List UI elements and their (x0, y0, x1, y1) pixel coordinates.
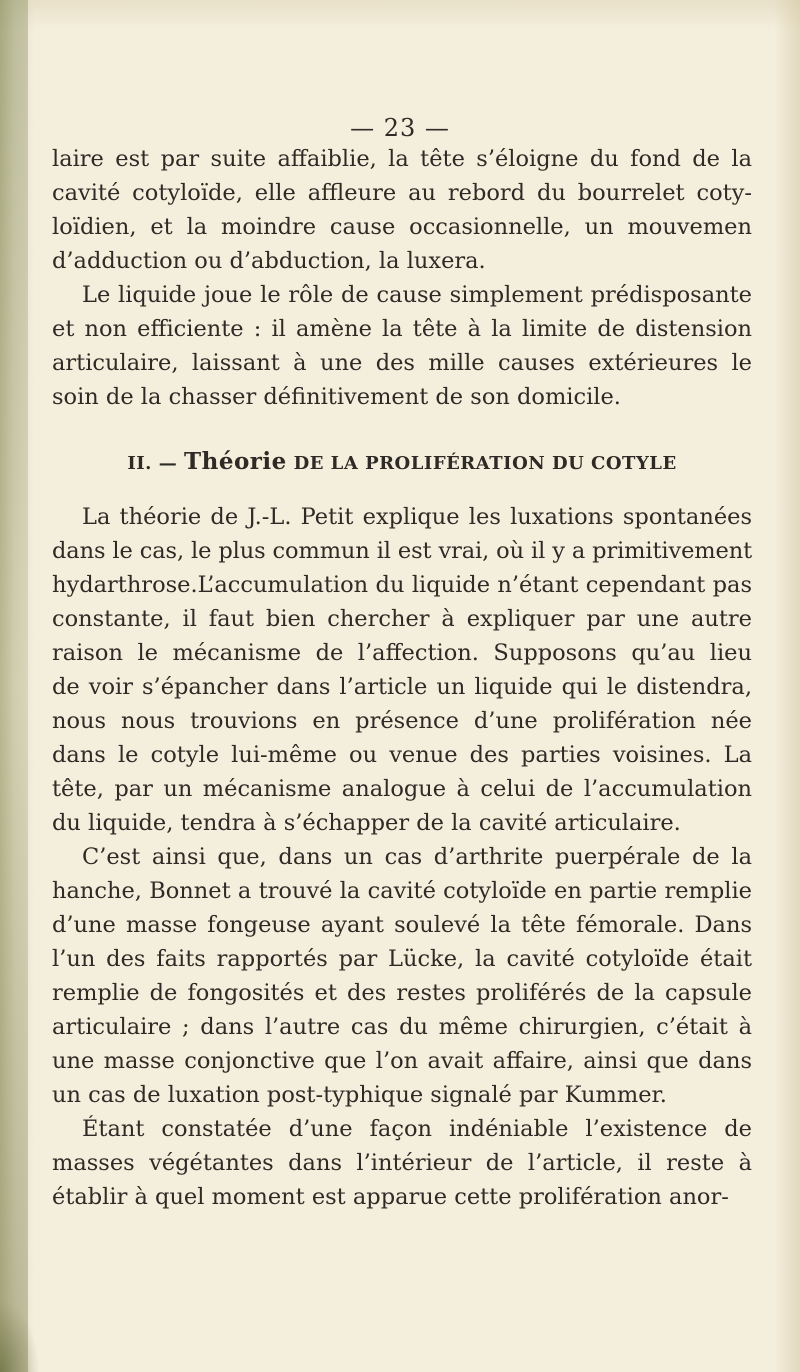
text-line: de voir s’épancher dans l’article un liquide qui le distendra, (52, 674, 752, 700)
text-line: constante, il faut bien chercher à expliquer par une autre (52, 606, 752, 632)
text-line: tête, par un mécanisme analogue à celui de l’accumulation (52, 776, 752, 802)
text-line: Étant constatée d’une façon indéniable l’existence de (82, 1116, 752, 1142)
section-heading (52, 448, 752, 475)
section-title-rest: DE LA PROLIFÉRATION DU COTYLE (293, 453, 677, 474)
text-line: soin de la chasser définitivement de son domicile. (52, 384, 621, 410)
text-line: d’une masse fongeuse ayant soulevé la tête fémorale. Dans (52, 912, 752, 938)
page-number: — 23 — (350, 114, 450, 142)
text-line: établir à quel moment est apparue cette prolifération anor- (52, 1184, 729, 1210)
paragraph-1 (52, 142, 752, 278)
text-line: et non efficiente : il amène la tête à la limite de distension (52, 316, 752, 342)
text-line: remplie de fongosités et des restes proliférés de la capsule (52, 980, 752, 1006)
paragraph-4 (52, 840, 752, 1112)
text-line: articulaire, laissant à une des mille causes extérieures le (52, 350, 752, 376)
text-line: loïdien, et la moindre cause occasionnelle, un mouvemen (52, 214, 752, 240)
text-line: articulaire ; dans l’autre cas du même chirurgien, c’était à (52, 1014, 752, 1040)
page-corner-stain (0, 1300, 40, 1372)
text-line: hydarthrose.L’accumulation du liquide n’étant cependant pas (52, 572, 752, 598)
text-line: une masse conjonctive que l’on avait affaire, ainsi que dans (52, 1048, 752, 1074)
text-line: masses végétantes dans l’intérieur de l’article, il reste à (52, 1150, 752, 1176)
text-line: laire est par suite affaiblie, la tête s’éloigne du fond de la (52, 146, 752, 172)
text-line: d’adduction ou d’abduction, la luxera. (52, 248, 486, 274)
paragraph-3 (52, 500, 752, 840)
text-line: du liquide, tendra à s’échapper de la cavité articulaire. (52, 810, 681, 836)
text-line: C’est ainsi que, dans un cas d’arthrite puerpérale de la (82, 844, 752, 870)
text-line: dans le cas, le plus commun il est vrai, où il y a primitivement (52, 538, 752, 564)
section-title-first-word: Théorie (183, 448, 287, 475)
text-line: l’un des faits rapportés par Lücke, la cavité cotyloïde était (52, 946, 752, 972)
paragraph-5 (52, 1112, 752, 1214)
section-number: II. — (127, 453, 178, 474)
text-line: La théorie de J.-L. Petit explique les luxations spontanées (82, 504, 752, 530)
paragraph-2 (52, 278, 752, 414)
page-edge-stain (0, 0, 28, 1372)
text-line: nous nous trouvions en présence d’une prolifération née (52, 708, 752, 734)
text-line: un cas de luxation post-typhique signalé par Kummer. (52, 1082, 667, 1108)
text-line: Le liquide joue le rôle de cause simplement prédisposante (82, 282, 752, 308)
text-line: hanche, Bonnet a trouvé la cavité cotyloïde en partie remplie (52, 878, 752, 904)
text-line: dans le cotyle lui-même ou venue des parties voisines. La (52, 742, 752, 768)
text-line: raison le mécanisme de l’affection. Supposons qu’au lieu (52, 640, 752, 666)
text-line: cavité cotyloïde, elle affleure au rebord du bourrelet coty- (52, 180, 752, 206)
